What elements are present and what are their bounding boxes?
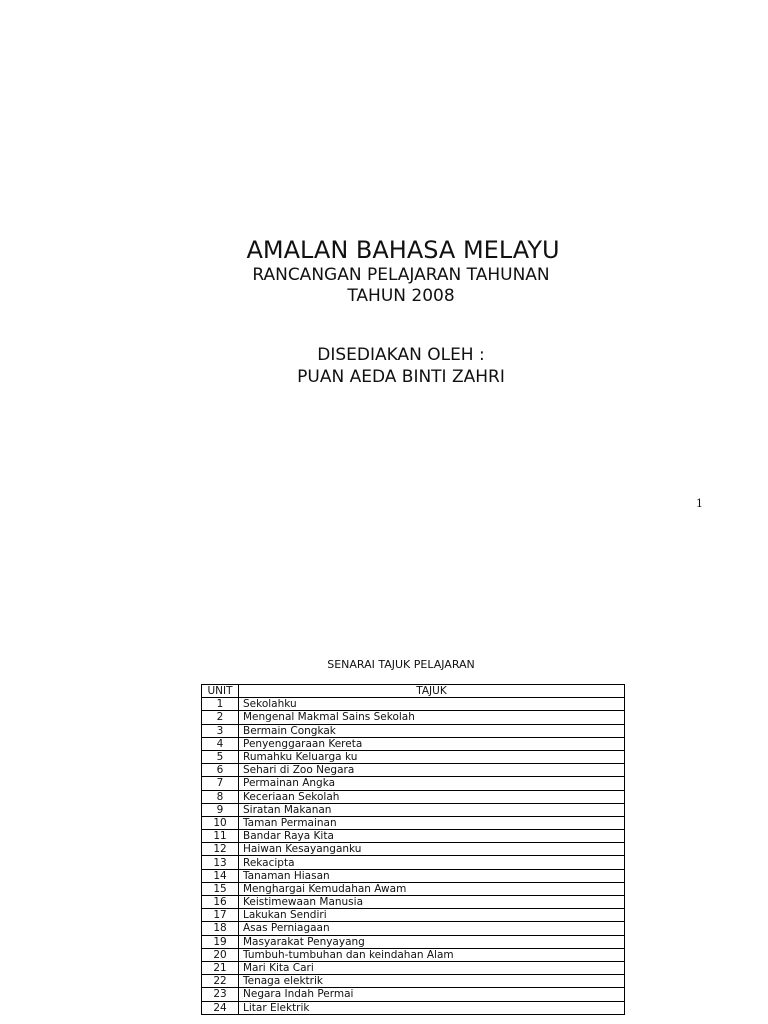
topic-title: Mari Kita Cari [239,961,625,974]
topic-title: Masyarakat Penyayang [239,935,625,948]
topic-title: Haiwan Kesayanganku [239,843,625,856]
topic-title: Litar Elektrik [239,1001,625,1014]
unit-number: 2 [202,711,239,724]
topic-title: Sekolahku [239,698,625,711]
topic-title: Permainan Angka [239,777,625,790]
topic-table [201,684,625,1015]
unit-number: 14 [202,869,239,882]
topic-title: Rumahku Keluarga ku [239,750,625,763]
table-row [202,869,625,882]
unit-number: 4 [202,737,239,750]
unit-number: 9 [202,803,239,816]
unit-number: 24 [202,1001,239,1014]
prepared-by-name: PUAN AEDA BINTI ZAHRI [297,367,505,387]
table-row [202,975,625,988]
unit-number: 5 [202,750,239,763]
table-row [202,711,625,724]
unit-number: 23 [202,988,239,1001]
table-row [202,856,625,869]
unit-number: 10 [202,816,239,829]
table-row [202,1001,625,1014]
topic-title: Mengenal Makmal Sains Sekolah [239,711,625,724]
topic-title: Tanaman Hiasan [239,869,625,882]
document-title: AMALAN BAHASA MELAYU [246,236,560,264]
unit-number: 16 [202,896,239,909]
topic-title: Asas Perniagaan [239,922,625,935]
page-number: 1 [696,497,703,510]
topic-title: Bermain Congkak [239,724,625,737]
topic-title: Bandar Raya Kita [239,830,625,843]
unit-number: 12 [202,843,239,856]
table-row [202,948,625,961]
title-column-header: TAJUK [239,685,625,698]
unit-column-header: UNIT [202,685,239,698]
table-row [202,909,625,922]
unit-number: 22 [202,975,239,988]
topic-title: Tenaga elektrik [239,975,625,988]
unit-number: 21 [202,961,239,974]
topic-title: Sehari di Zoo Negara [239,764,625,777]
topic-title: Menghargai Kemudahan Awam [239,882,625,895]
unit-number: 11 [202,830,239,843]
unit-number: 18 [202,922,239,935]
table-row [202,961,625,974]
table-row [202,922,625,935]
topic-title: Keceriaan Sekolah [239,790,625,803]
prepared-by-label: DISEDIAKAN OLEH : [317,345,485,365]
table-row [202,777,625,790]
table-row [202,843,625,856]
document-subtitle: RANCANGAN PELAJARAN TAHUNAN [252,265,550,285]
table-row [202,724,625,737]
topic-table-body [202,698,625,1015]
topic-title: Siratan Makanan [239,803,625,816]
unit-number: 13 [202,856,239,869]
table-row [202,896,625,909]
unit-number: 3 [202,724,239,737]
topic-title: Lakukan Sendiri [239,909,625,922]
unit-number: 6 [202,764,239,777]
topic-title: Tumbuh-tumbuhan dan keindahan Alam [239,948,625,961]
unit-number: 1 [202,698,239,711]
table-row [202,737,625,750]
topic-title: Penyenggaraan Kereta [239,737,625,750]
unit-number: 15 [202,882,239,895]
topic-title: Taman Permainan [239,816,625,829]
table-row [202,764,625,777]
topic-title: Keistimewaan Manusia [239,896,625,909]
table-row [202,830,625,843]
document-year: TAHUN 2008 [347,286,455,306]
topic-title: Negara Indah Permai [239,988,625,1001]
unit-number: 17 [202,909,239,922]
table-row [202,750,625,763]
unit-number: 8 [202,790,239,803]
table-row [202,816,625,829]
table-row [202,988,625,1001]
unit-number: 7 [202,777,239,790]
topic-list-heading: SENARAI TAJUK PELAJARAN [327,658,475,671]
unit-number: 20 [202,948,239,961]
table-row [202,790,625,803]
unit-number: 19 [202,935,239,948]
table-row [202,803,625,816]
table-row [202,698,625,711]
table-header-row [202,685,625,698]
table-row [202,935,625,948]
topic-title: Rekacipta [239,856,625,869]
table-row [202,882,625,895]
